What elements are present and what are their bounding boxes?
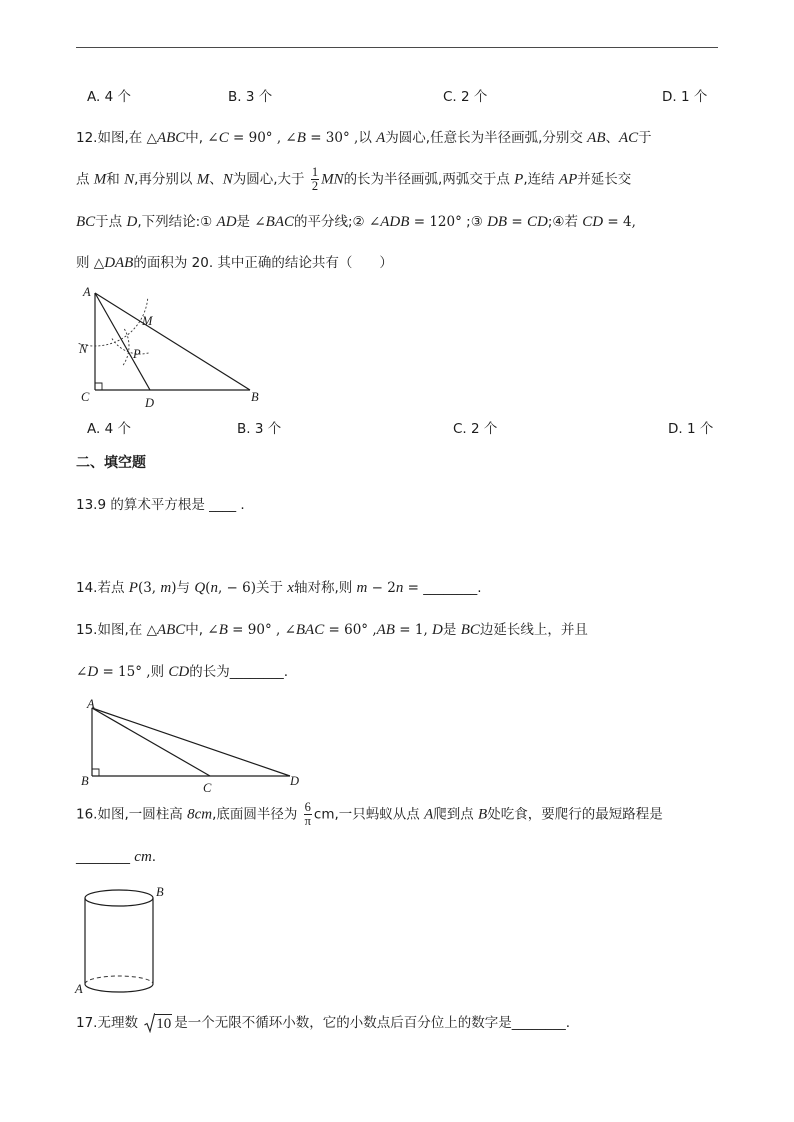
label-c: C: [81, 390, 90, 404]
fraction: [311, 166, 319, 193]
math-italic: 8cm: [187, 806, 213, 823]
math-italic: n: [395, 580, 404, 596]
label-a: A: [75, 982, 83, 996]
label-b: B: [156, 885, 164, 899]
math-italic: BAC: [265, 214, 294, 230]
math-symbol: ∠: [368, 214, 381, 230]
text-run: 关于: [255, 580, 288, 596]
q12-option-c: C. 2 个: [453, 421, 498, 437]
math-symbol: = 90° ,: [227, 622, 285, 638]
text-run: cm,一只蚂蚁从点: [313, 806, 425, 823]
math-italic: ABC: [156, 130, 186, 146]
math-symbol: = 60° ,: [324, 622, 377, 638]
math-symbol: ∠: [284, 622, 296, 638]
right-angle-mark: [92, 769, 99, 776]
math-symbol: =: [403, 580, 424, 596]
cylinder-bottom-back-arc: [85, 976, 153, 984]
label-c: C: [203, 781, 212, 795]
text-run: 的平分线;②: [294, 214, 369, 230]
math-italic: M: [196, 171, 210, 188]
arc-centered-m: [111, 338, 148, 355]
label-a: A: [87, 697, 95, 711]
text-run: 处吃食，要爬行的最短路程是: [487, 806, 663, 823]
radical-sign-icon: [144, 1013, 155, 1033]
text-run: 以: [358, 130, 377, 146]
q12-option-b: B. 3 个: [237, 421, 282, 437]
q15-line-2: [76, 661, 288, 683]
math-symbol: △: [93, 255, 105, 271]
math-italic: M: [93, 171, 107, 188]
label-m: M: [142, 314, 153, 328]
math-symbol: △: [146, 130, 157, 146]
text-run: 并延长交: [577, 171, 632, 188]
math-symbol: ∠: [254, 214, 266, 230]
math-italic: x: [287, 580, 294, 596]
q11-option-d: D. 1 个: [662, 89, 708, 105]
q11-option-b: B. 3 个: [228, 89, 273, 105]
math-italic: D: [432, 622, 443, 638]
math-italic: AB: [376, 622, 395, 638]
text-run: 边延长线上，并且: [479, 622, 588, 638]
cylinder-top-ellipse: [85, 890, 153, 906]
text-run: 轴对称,则: [293, 580, 357, 596]
fraction-numerator: 6: [304, 800, 311, 814]
math-italic: N: [124, 171, 135, 188]
text-run: 是: [442, 622, 461, 638]
text-run: ;④若: [547, 214, 583, 230]
math-italic: A: [376, 130, 386, 146]
math-italic: n: [210, 580, 218, 596]
math-italic: AB: [587, 130, 606, 146]
q16-cylinder-figure: [72, 880, 167, 997]
label-b: B: [251, 390, 259, 404]
text-run: 为圆心,任意长为半径画弧,分别交: [385, 130, 588, 146]
math-italic: cm: [134, 849, 152, 865]
segment-ad: [92, 708, 290, 776]
math-italic: D: [126, 214, 138, 230]
math-symbol: ∠: [207, 622, 219, 638]
math-symbol: , − 6): [217, 580, 256, 596]
math-italic: MN: [321, 171, 344, 188]
label-p: P: [133, 347, 141, 361]
math-italic: m: [356, 580, 368, 596]
math-symbol: − 2: [367, 580, 396, 596]
segment-ad: [95, 293, 150, 390]
text-run: 的面积为 20. 其中正确的结论共有（ ）: [133, 255, 393, 271]
text-run: 与: [176, 580, 195, 596]
math-italic: ABC: [156, 622, 186, 638]
q16-line-1: [76, 801, 663, 828]
text-run: 中,: [185, 130, 208, 146]
math-symbol: ∠: [76, 664, 88, 680]
text-run: 13.9 的算术平方根是 ____ .: [76, 497, 245, 513]
q15-line-1: [76, 619, 588, 641]
text-run: 的长为________.: [189, 664, 288, 680]
text-run: 是: [236, 214, 255, 230]
math-symbol: = 4,: [603, 214, 636, 230]
q12-line-3: [76, 211, 636, 233]
math-italic: AD: [216, 214, 237, 230]
q15-triangle-figure: [76, 698, 311, 795]
math-symbol: ∠: [285, 130, 297, 146]
q11-option-c: C. 2 个: [443, 89, 488, 105]
cylinder-bottom-front-arc: [85, 984, 153, 992]
math-italic: m: [160, 580, 172, 596]
text-run: 则: [150, 664, 169, 680]
fraction-denominator: 2: [311, 179, 319, 193]
label-b: B: [81, 774, 89, 788]
math-symbol: =: [507, 214, 527, 230]
segment-ab: [95, 293, 250, 390]
text-run: 于点: [95, 214, 127, 230]
math-symbol: ): [171, 580, 177, 596]
math-symbol: = 30° ,: [305, 130, 359, 146]
math-italic: A: [424, 806, 434, 823]
text-run: 于: [638, 130, 652, 146]
math-italic: BC: [76, 214, 96, 230]
q12-line-2: [76, 166, 631, 193]
math-italic: ADB: [380, 214, 410, 230]
math-symbol: (3,: [137, 580, 161, 596]
text-run: .: [151, 849, 157, 865]
math-symbol: = 15° ,: [98, 664, 151, 680]
math-italic: DAB: [104, 255, 134, 271]
label-d: D: [290, 774, 300, 788]
math-italic: DB: [487, 214, 508, 230]
q11-option-a: A. 4 个: [87, 89, 131, 105]
text-run: 为圆心,大于: [232, 171, 309, 188]
text-run: 、: [605, 130, 619, 146]
math-italic: Q: [194, 580, 206, 596]
math-italic: AC: [618, 130, 639, 146]
label-a: A: [83, 285, 91, 299]
math-symbol: = 1,: [394, 622, 433, 638]
text-run: 爬到点: [433, 806, 479, 823]
text-run: 、: [209, 171, 223, 188]
fraction: [304, 801, 312, 828]
text-run: ________: [76, 849, 135, 865]
math-italic: P: [514, 171, 524, 188]
q12-line-1: [76, 127, 652, 149]
text-run: ,再分别以: [134, 171, 197, 188]
q12-option-d: D. 1 个: [668, 421, 714, 437]
text-run: 17.无理数: [76, 1015, 143, 1031]
q16-line-2: [76, 846, 156, 868]
text-run: 16.如图,一圆柱高: [76, 806, 188, 823]
text-run: 的长为半径画弧,两弧交于点: [343, 171, 515, 188]
math-symbol: = 90° ,: [228, 130, 286, 146]
label-d: D: [145, 396, 155, 410]
math-italic: B: [218, 622, 228, 638]
text-run: 是一个无限不循环小数，它的小数点后百分位上的数字是________.: [174, 1015, 571, 1031]
math-symbol: = 120°: [409, 214, 467, 230]
text-run: ,连结: [523, 171, 559, 188]
math-italic: CD: [527, 214, 548, 230]
math-symbol: ∠: [207, 130, 219, 146]
math-italic: N: [222, 171, 233, 188]
q12-triangle-figure: [76, 283, 276, 413]
math-italic: BC: [460, 622, 480, 638]
header-rule: [76, 47, 718, 48]
text-run: 14.若点: [76, 580, 129, 596]
math-symbol: (: [205, 580, 211, 596]
q12-option-a: A. 4 个: [87, 421, 131, 437]
math-italic: C: [218, 130, 229, 146]
text-run: ;③: [466, 214, 488, 230]
text-run: 中,: [185, 622, 208, 638]
text-run: 和: [106, 171, 125, 188]
math-italic: B: [478, 806, 488, 823]
q14-line-1: [76, 577, 482, 599]
label-n: N: [79, 342, 88, 356]
math-italic: BAC: [295, 622, 325, 638]
square-root: [144, 1013, 172, 1033]
q13-line-1: [76, 494, 245, 516]
text-run: 15.如图,在: [76, 622, 147, 638]
math-italic: B: [296, 130, 306, 146]
section-title: 二、填空题: [76, 455, 146, 471]
text-run: ,底面圆半径为: [212, 806, 302, 823]
fraction-numerator: 1: [311, 165, 319, 179]
q17-line-1: [76, 1012, 570, 1034]
fraction-denominator: π: [304, 814, 311, 828]
math-italic: CD: [582, 214, 604, 230]
text-run: 则: [76, 255, 94, 271]
text-run: ,下列结论:①: [137, 214, 217, 230]
math-italic: D: [87, 664, 99, 680]
right-angle-mark: [95, 383, 102, 390]
text-run: 点: [76, 171, 94, 188]
math-italic: CD: [168, 664, 190, 680]
q12-line-4: [76, 252, 393, 274]
radicand: 10: [156, 1015, 172, 1032]
math-symbol: △: [146, 622, 157, 638]
math-italic: AP: [558, 171, 578, 188]
text-run: 12.如图,在: [76, 130, 147, 146]
text-run: ________.: [423, 580, 482, 596]
math-italic: P: [128, 580, 138, 596]
